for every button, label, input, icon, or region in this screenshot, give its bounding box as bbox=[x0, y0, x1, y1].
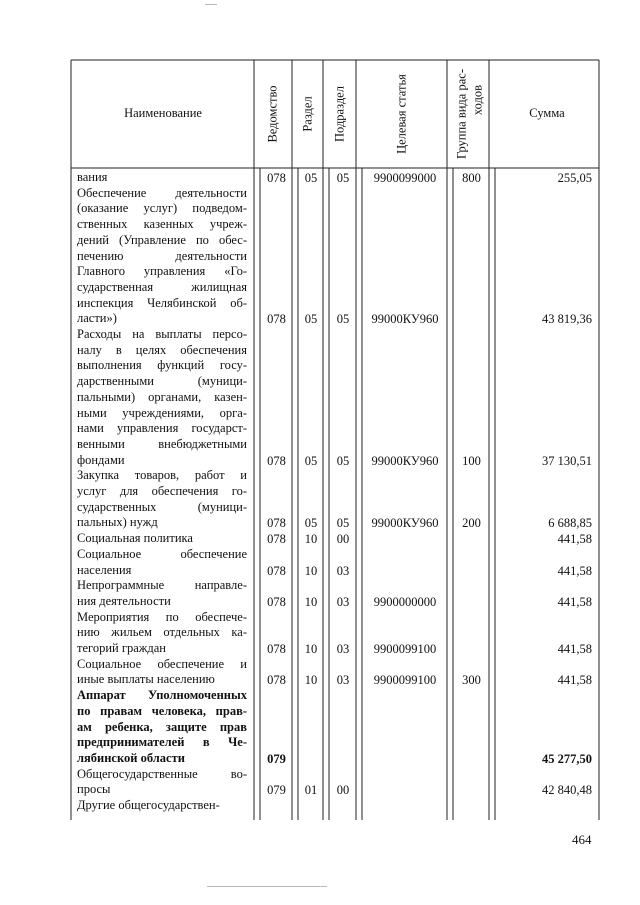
podrazdel-cell: 05 bbox=[336, 171, 350, 185]
row-name bbox=[77, 327, 247, 468]
podrazdel-cell: 03 bbox=[336, 594, 350, 609]
row-name-line: пальных) нужд bbox=[77, 515, 158, 530]
row-name-line: ния деятельности bbox=[77, 593, 171, 608]
target-article-cell: 9900099100 bbox=[373, 673, 437, 688]
row-name-line: Социальная политика bbox=[77, 531, 193, 546]
row-name-line: сударственных (муници- bbox=[77, 499, 247, 514]
header-podrazdel: Подраздел bbox=[332, 86, 347, 142]
row-name-line: ственных казенных учреж- bbox=[77, 217, 247, 232]
row-name-line: фондами bbox=[77, 452, 125, 467]
row-name-line: инспекция Челябинской об- bbox=[77, 295, 247, 310]
row-name bbox=[77, 578, 247, 609]
row-name bbox=[77, 688, 247, 767]
target-article-cell: 99000КУ960 bbox=[371, 453, 439, 468]
razdel-cell: 05 bbox=[304, 516, 318, 531]
row-name bbox=[77, 547, 247, 578]
target-article-cell: 99000КУ960 bbox=[371, 312, 439, 327]
row-name-line: Закупка товаров, работ и bbox=[77, 468, 247, 483]
vedomstvo-cell: 078 bbox=[267, 453, 286, 468]
row-name bbox=[77, 798, 247, 814]
header-razdel: Раздел bbox=[300, 96, 315, 132]
vedomstvo-cell: 078 bbox=[267, 563, 286, 578]
sum-cell: 441,58 bbox=[557, 673, 592, 688]
podrazdel-cell: 00 bbox=[336, 532, 350, 547]
target-article-cell: 99000КУ960 bbox=[371, 516, 439, 531]
target-article-cell: 9900099100 bbox=[373, 642, 437, 656]
vedomstvo-cell: 078 bbox=[267, 594, 286, 609]
razdel-cell: 10 bbox=[304, 642, 318, 656]
razdel-cell: 05 bbox=[304, 171, 318, 185]
row-name-line: Главного управления «Го- bbox=[77, 264, 247, 279]
scan-mark-bottom bbox=[207, 886, 327, 887]
row-name-line: лябинской области bbox=[77, 750, 185, 765]
header-name: Наименование bbox=[124, 106, 202, 120]
podrazdel-cell: 03 bbox=[336, 642, 350, 656]
row-name-line: Аппарат Уполномоченных bbox=[77, 688, 247, 703]
row-name-line: по правам человека, прав- bbox=[77, 703, 247, 718]
header-target-article: Целевая статья bbox=[394, 74, 409, 154]
row-name-line: ласти») bbox=[77, 311, 117, 326]
row-name-line: Общегосударственные во- bbox=[77, 766, 247, 781]
row-name-line: Мероприятия по обеспече- bbox=[77, 609, 247, 624]
podrazdel-cell: 00 bbox=[336, 783, 350, 798]
razdel-cell: 05 bbox=[304, 312, 318, 327]
vedomstvo-cell: 078 bbox=[267, 673, 286, 688]
row-name-line: ам ребенка, защите прав bbox=[77, 719, 247, 734]
razdel-cell: 10 bbox=[304, 532, 318, 547]
razdel-cell: 01 bbox=[304, 783, 318, 798]
podrazdel-cell: 05 bbox=[336, 453, 350, 468]
razdel-cell: 05 bbox=[304, 453, 318, 468]
header-group-line2: ходов bbox=[470, 84, 485, 116]
row-name-line: дений (Управление по обес- bbox=[77, 232, 247, 247]
row-name-line: Социальное обеспечение bbox=[77, 546, 247, 561]
vedomstvo-cell: 079 bbox=[267, 751, 286, 766]
row-name bbox=[77, 610, 247, 657]
row-name bbox=[77, 186, 247, 327]
podrazdel-cell: 03 bbox=[336, 563, 350, 578]
row-name-line: налу в целях обеспечения bbox=[77, 342, 247, 357]
row-name-line: венными внебюджетными bbox=[77, 436, 247, 451]
page-number: 464 bbox=[572, 832, 592, 847]
row-name-line: Другие общегосударствен- bbox=[77, 798, 220, 812]
row-name bbox=[77, 468, 247, 531]
vedomstvo-cell: 078 bbox=[267, 312, 286, 327]
sum-cell: 43 819,36 bbox=[542, 312, 592, 327]
row-name-line: иные выплаты населению bbox=[77, 672, 215, 687]
row-name-line: дарственными (муници- bbox=[77, 374, 247, 389]
sum-cell: 6 688,85 bbox=[548, 516, 592, 531]
row-name-line: вания bbox=[77, 170, 108, 184]
vedomstvo-cell: 078 bbox=[267, 516, 286, 531]
sum-cell: 37 130,51 bbox=[542, 453, 592, 468]
sum-cell: 441,58 bbox=[557, 642, 592, 656]
expense-group-cell: 800 bbox=[462, 171, 481, 185]
vedomstvo-cell: 078 bbox=[267, 642, 286, 656]
sum-cell: 255,05 bbox=[557, 171, 592, 185]
row-name-line: населения bbox=[77, 562, 132, 577]
target-article-cell: 9900099000 bbox=[373, 171, 437, 185]
sum-cell: 441,58 bbox=[557, 594, 592, 609]
razdel-cell: 10 bbox=[304, 673, 318, 688]
sum-cell: 42 840,48 bbox=[542, 783, 592, 798]
row-name-line: нию жильем отдельных ка- bbox=[77, 625, 247, 640]
expense-group-cell: 100 bbox=[462, 453, 481, 468]
podrazdel-cell: 03 bbox=[336, 673, 350, 688]
row-name-line: нами управления государст- bbox=[77, 421, 247, 436]
scan-mark-top bbox=[205, 4, 217, 5]
row-name bbox=[77, 531, 247, 547]
sum-cell: 45 277,50 bbox=[542, 751, 592, 766]
row-name-line: Социальное обеспечение и bbox=[77, 656, 247, 671]
header-vedomstvo: Ведомство bbox=[265, 85, 280, 143]
row-name-line: Расходы на выплаты персо- bbox=[77, 327, 247, 341]
row-name-line: сударственная жилищная bbox=[77, 279, 247, 294]
row-name-line: выполнения функций госу- bbox=[77, 358, 247, 373]
row-name-line: предпринимателей в Че- bbox=[77, 735, 247, 750]
vedomstvo-cell: 078 bbox=[267, 532, 286, 547]
row-name-line: Обеспечение деятельности bbox=[77, 185, 247, 200]
row-name-line: тегорий граждан bbox=[77, 641, 166, 655]
row-name-line: печению деятельности bbox=[77, 248, 247, 263]
expense-group-cell: 300 bbox=[462, 673, 481, 688]
row-name-line: (оказание услуг) подведом- bbox=[77, 201, 247, 216]
row-name-line: пальными) органами, казен- bbox=[77, 389, 247, 404]
sum-cell: 441,58 bbox=[557, 563, 592, 578]
row-name bbox=[77, 767, 247, 798]
podrazdel-cell: 05 bbox=[336, 516, 350, 531]
sum-cell: 441,58 bbox=[557, 532, 592, 547]
vedomstvo-cell: 079 bbox=[267, 783, 286, 798]
row-name-line: ными учреждениями, орга- bbox=[77, 405, 247, 420]
razdel-cell: 10 bbox=[304, 594, 318, 609]
podrazdel-cell: 05 bbox=[336, 312, 350, 327]
row-name-line: просы bbox=[77, 782, 111, 797]
target-article-cell: 9900000000 bbox=[373, 594, 437, 609]
row-name bbox=[77, 657, 247, 688]
expense-group-cell: 200 bbox=[462, 516, 481, 531]
row-name bbox=[77, 170, 247, 186]
razdel-cell: 10 bbox=[304, 563, 318, 578]
header-sum: Сумма bbox=[529, 106, 565, 120]
header-group-line1: Группа вида рас- bbox=[454, 69, 469, 159]
vedomstvo-cell: 078 bbox=[267, 171, 286, 185]
row-name-line: Непрограммные направле- bbox=[77, 578, 247, 593]
row-name-line: услуг для обеспечения го- bbox=[77, 484, 247, 498]
